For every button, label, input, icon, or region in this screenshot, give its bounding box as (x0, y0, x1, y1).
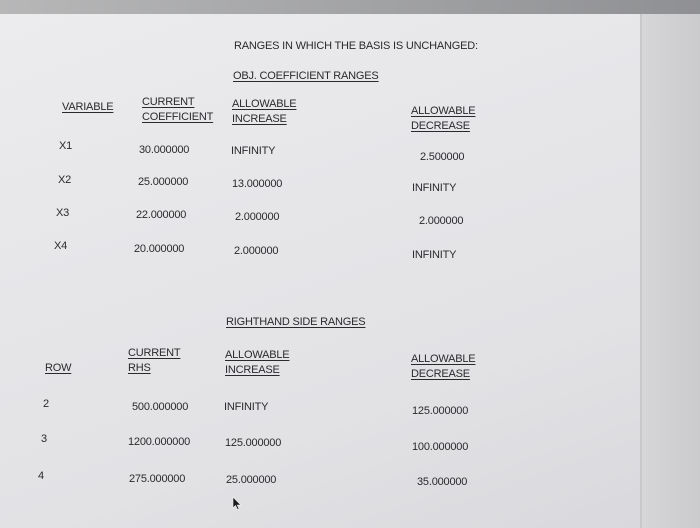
col-header-decrease-line2: DECREASE (411, 120, 470, 132)
obj-row-decrease: 2.000000 (419, 215, 464, 227)
mouse-pointer-icon (232, 496, 242, 510)
col-header-rhs-line2: RHS (128, 362, 151, 374)
col-header-decrease-line1: ALLOWABLE (411, 105, 476, 117)
report-title: RANGES IN WHICH THE BASIS IS UNCHANGED: (234, 40, 478, 52)
obj-row-variable: X1 (59, 140, 73, 152)
rhs-row-increase: 125.000000 (225, 437, 282, 449)
col-header-rhs-line1: CURRENT (128, 347, 181, 359)
obj-row-current: 25.000000 (138, 176, 189, 188)
rhs-row-decrease: 125.000000 (412, 405, 469, 417)
rhs-row-number: 4 (38, 470, 44, 482)
col-header-rhs-decrease (411, 352, 475, 382)
col-header-current-rhs (128, 346, 180, 376)
rhs-row-number: 3 (41, 433, 47, 445)
rhs-row-decrease: 100.000000 (412, 441, 469, 453)
col-header-variable: VARIABLE (62, 101, 114, 113)
col-header-allowable-decrease (411, 104, 475, 134)
obj-row-current: 20.000000 (134, 243, 185, 255)
col-header-allowable-increase (232, 97, 296, 127)
obj-row-increase: INFINITY (231, 145, 276, 157)
obj-row-increase: 2.000000 (235, 211, 280, 223)
obj-row-increase: 13.000000 (232, 178, 283, 190)
rhs-row-current: 275.000000 (129, 473, 186, 485)
rhs-row-increase: INFINITY (224, 401, 269, 413)
report-screen (0, 14, 642, 528)
col-header-increase-line1: ALLOWABLE (232, 98, 297, 110)
obj-row-current: 30.000000 (139, 144, 190, 156)
obj-row-variable: X4 (54, 240, 68, 252)
screen-bezel (642, 14, 700, 528)
obj-row-variable: X2 (58, 174, 72, 186)
col-header-increase-line2: INCREASE (232, 113, 287, 125)
col-header-rhs-increase-line1: ALLOWABLE (225, 349, 290, 361)
col-header-current-line2: COEFFICIENT (142, 111, 214, 123)
obj-row-variable: X3 (56, 207, 70, 219)
obj-row-decrease: INFINITY (412, 182, 457, 194)
obj-section-heading: OBJ. COEFFICIENT RANGES (233, 70, 379, 82)
col-header-current-line1: CURRENT (142, 96, 195, 108)
col-header-rhs-decrease-line1: ALLOWABLE (411, 353, 476, 365)
col-header-row: ROW (45, 362, 72, 374)
obj-row-current: 22.000000 (136, 209, 187, 221)
obj-row-increase: 2.000000 (234, 245, 279, 257)
rhs-section-heading: RIGHTHAND SIDE RANGES (226, 316, 366, 328)
col-header-rhs-increase (225, 348, 289, 378)
obj-row-decrease: 2.500000 (420, 151, 465, 163)
col-header-current-coefficient (142, 95, 213, 125)
rhs-row-current: 1200.000000 (128, 436, 191, 448)
rhs-row-current: 500.000000 (132, 401, 189, 413)
col-header-rhs-decrease-line2: DECREASE (411, 368, 470, 380)
rhs-row-number: 2 (43, 398, 49, 410)
rhs-row-increase: 25.000000 (226, 474, 277, 486)
obj-row-decrease: INFINITY (412, 249, 457, 261)
rhs-row-decrease: 35.000000 (417, 476, 468, 488)
col-header-rhs-increase-line2: INCREASE (225, 364, 280, 376)
